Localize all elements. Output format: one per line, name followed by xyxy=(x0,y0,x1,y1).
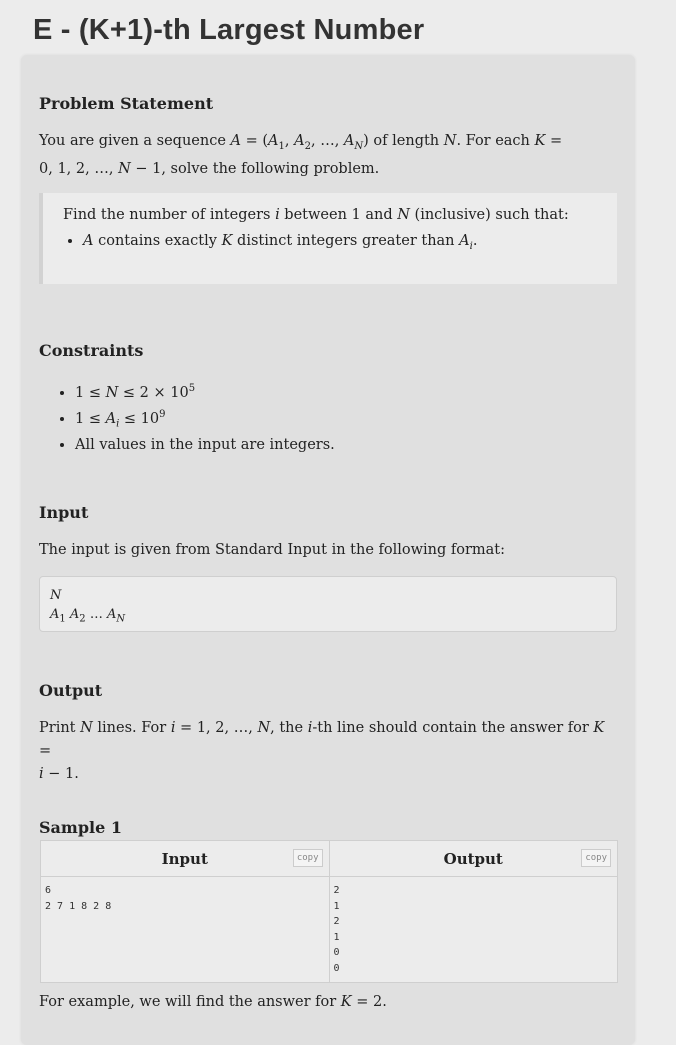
output-heading: Output xyxy=(39,681,103,700)
page-title: E - (K+1)-th Largest Number xyxy=(33,14,425,46)
input-format-block: N $A_1$ $A_2$ … $A_N$ xyxy=(39,576,617,632)
constraint-a: • $1 \le A_i \le 10^9$ xyxy=(75,404,335,435)
constraints-heading: Constraints xyxy=(39,341,144,360)
copy-input-button[interactable]: copy xyxy=(293,849,323,867)
input-heading: Input xyxy=(39,503,89,522)
quote-condition: • A contains exactly K distinct integers greater than $A_i$. xyxy=(83,233,477,252)
constraint-integers: • All values in the input are integers. xyxy=(75,435,335,456)
problem-statement-text: You are given a sequence $A = (A_1$, $A_2$, …, $A_N$) of length N. For each K = 0, 1, 2, …, N − 1, solve the following problem. xyxy=(39,133,563,177)
quote-list xyxy=(63,233,477,252)
sample1-input-cell: 6 2 7 1 8 2 8 xyxy=(41,877,330,983)
quote-text: Find the number of integers i between 1 and N (inclusive) such that: xyxy=(63,207,569,223)
problem-statement-heading: Problem Statement xyxy=(39,94,214,113)
copy-output-button[interactable]: copy xyxy=(581,849,611,867)
problem-blockquote xyxy=(39,193,617,284)
sample1-output-cell: 2 1 2 1 0 0 xyxy=(329,877,618,983)
sample1-heading: Sample 1 xyxy=(39,818,122,837)
output-text: Print N lines. For i = 1, 2, …, N, the i-th line should contain the answer for K = i − 1. xyxy=(39,720,605,782)
sample1-input-header: Input copy xyxy=(41,841,330,877)
constraint-n: • $1 \le N \le 2 \times 10^5$ xyxy=(75,378,335,404)
sample1-output-header: Output copy xyxy=(329,841,618,877)
sample1-table xyxy=(40,840,618,983)
input-text: The input is given from Standard Input in the following format: xyxy=(39,542,506,558)
example-text: For example, we will find the answer for K = 2. xyxy=(39,994,387,1010)
constraints-list xyxy=(39,378,335,456)
